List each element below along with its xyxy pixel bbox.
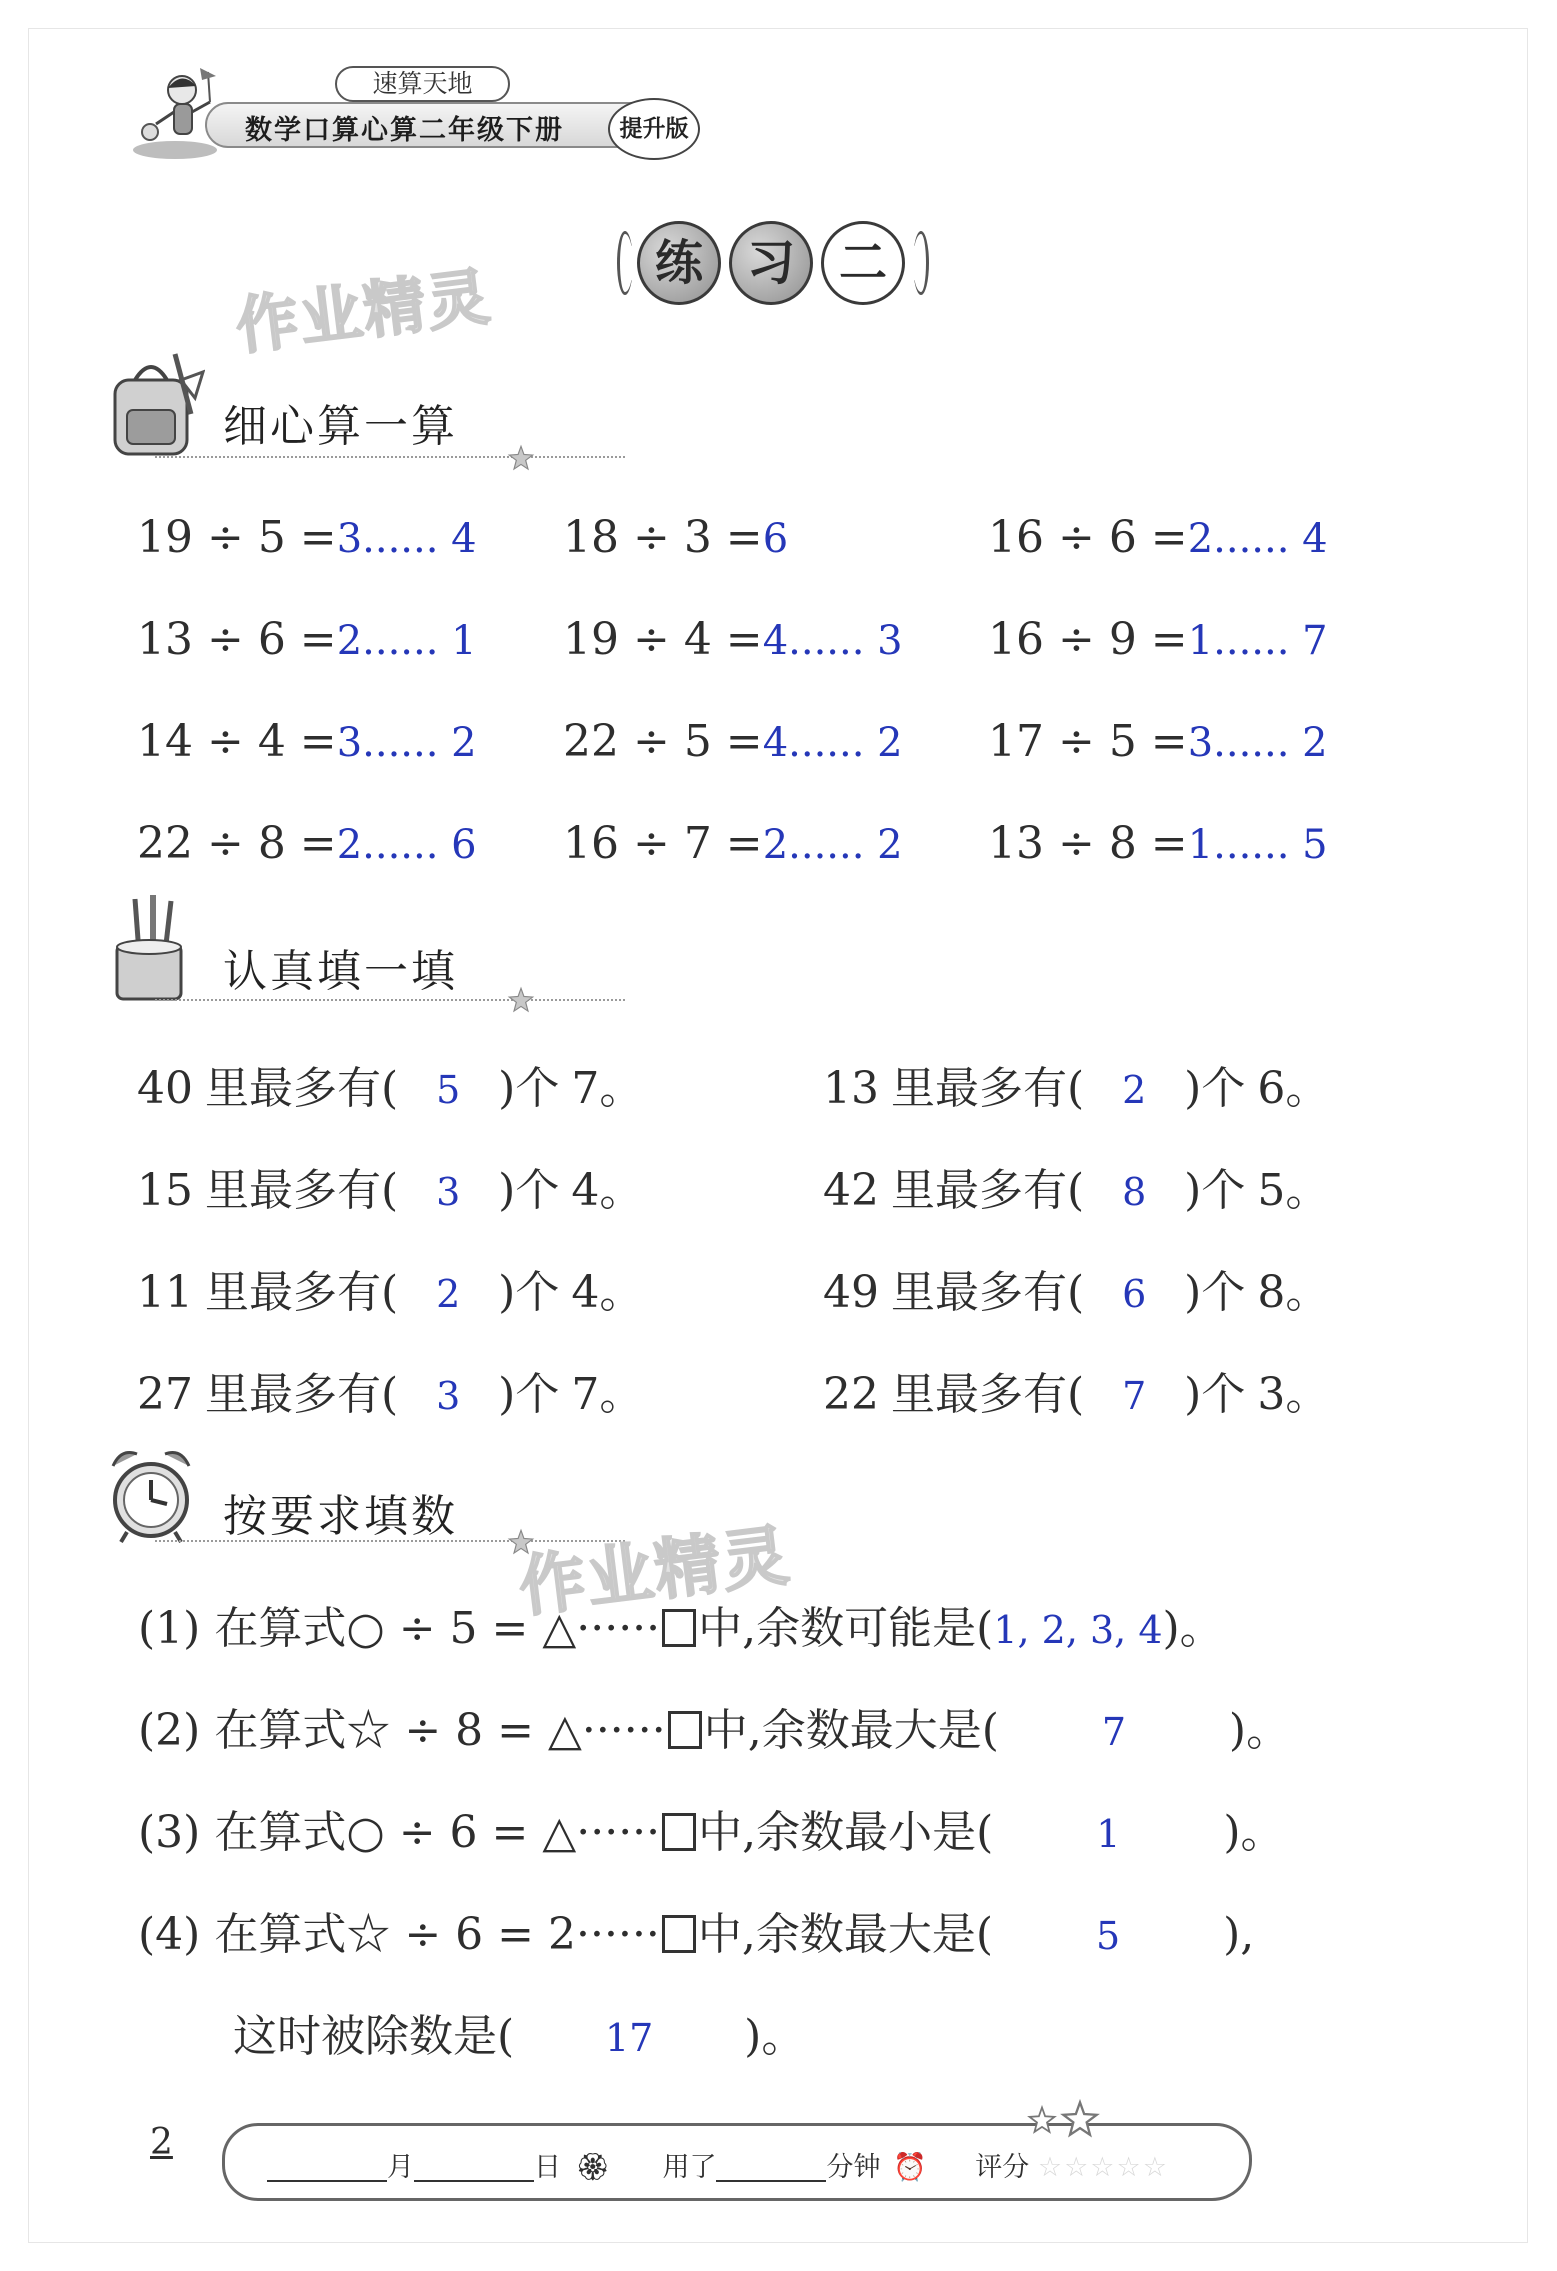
calc-question: 18 ÷ 3 = xyxy=(563,512,763,563)
req-answer: 1 xyxy=(1096,1812,1121,1856)
req-item-4 xyxy=(138,1898,1254,1962)
watermark: 作业精灵 xyxy=(232,259,496,364)
watermark: 作业精灵 xyxy=(515,1516,795,1627)
fill-problem xyxy=(823,1358,1329,1422)
req-item-num: (1) xyxy=(138,1603,201,1654)
calc-problem xyxy=(137,818,477,869)
fill-mid-text: 里最多有( xyxy=(891,1369,1085,1420)
calc-answer: 3...... 2 xyxy=(336,720,477,766)
fill-period: 。 xyxy=(1285,1369,1330,1420)
calc-question: 22 ÷ 5 = xyxy=(563,716,763,767)
calc-problem xyxy=(137,512,477,563)
minutes-field[interactable] xyxy=(716,2154,826,2182)
fill-number: 13 xyxy=(823,1063,879,1114)
fill-mid-text: 里最多有( xyxy=(891,1165,1085,1216)
req-item-close: )。 xyxy=(1228,1705,1291,1756)
fill-mid-text: 里最多有( xyxy=(891,1063,1085,1114)
calc-problem xyxy=(137,614,477,665)
fill-problem xyxy=(137,1256,643,1320)
fill-mid-text: 里最多有( xyxy=(205,1165,399,1216)
fill-number: 11 xyxy=(137,1267,193,1318)
fill-mid-text: 里最多有( xyxy=(205,1063,399,1114)
calc-question: 16 ÷ 9 = xyxy=(988,614,1188,665)
fill-end-text: )个 xyxy=(1184,1165,1246,1216)
calc-answer: 4...... 2 xyxy=(762,720,903,766)
fill-end-text: )个 xyxy=(1184,1267,1246,1318)
score-label: 评分 xyxy=(975,2152,1030,2183)
calc-question: 22 ÷ 8 = xyxy=(137,818,337,869)
fill-number: 42 xyxy=(823,1165,879,1216)
backpack-icon xyxy=(105,350,205,460)
title-char-2: 习 xyxy=(729,221,813,305)
req-item-pre: 在算式○ ÷ 6 = △······ xyxy=(214,1807,661,1858)
calc-question: 14 ÷ 4 = xyxy=(137,716,337,767)
req-answer: 5 xyxy=(1095,1914,1121,1958)
req-followup-close: )。 xyxy=(744,2011,806,2062)
fill-divisor: 4 xyxy=(571,1267,600,1318)
day-field[interactable] xyxy=(414,2154,534,2182)
title-char-3: 二 xyxy=(821,221,905,305)
fill-period: 。 xyxy=(599,1165,644,1216)
day-label: 日 xyxy=(534,2152,561,2183)
fill-period: 。 xyxy=(599,1369,644,1420)
score-stars[interactable]: ☆☆☆☆☆ xyxy=(1037,2152,1169,2183)
fill-answer: 2 xyxy=(1122,1068,1147,1112)
calc-problem xyxy=(988,716,1328,767)
fill-answer: 6 xyxy=(1122,1272,1147,1316)
req-item-1 xyxy=(138,1592,1224,1656)
section-fill-underline xyxy=(155,999,625,1001)
fill-problem xyxy=(823,1154,1329,1218)
alarm-clock-icon xyxy=(105,1440,205,1550)
calc-answer: 3...... 2 xyxy=(1187,720,1328,766)
calc-question: 16 ÷ 6 = xyxy=(988,512,1188,563)
calc-question: 19 ÷ 5 = xyxy=(137,512,337,563)
calc-problem xyxy=(988,818,1328,869)
series-tag: 速算天地 xyxy=(335,66,510,102)
req-answer: 17 xyxy=(604,2016,654,2060)
req-item-post: 中,余数最大是( xyxy=(703,1705,999,1756)
pencil-cup-icon xyxy=(105,895,205,1005)
fill-divisor: 7 xyxy=(571,1063,600,1114)
calc-problem xyxy=(563,716,903,767)
fill-mid-text: 里最多有( xyxy=(891,1267,1085,1318)
time-used-label: 用了 xyxy=(662,2152,717,2183)
req-answer: 7 xyxy=(1101,1710,1127,1754)
square-box-icon xyxy=(662,1915,696,1953)
fill-answer: 7 xyxy=(1122,1374,1147,1418)
star-icon xyxy=(507,444,535,472)
section-fill-head xyxy=(105,895,545,1015)
fill-answer: 3 xyxy=(436,1374,461,1418)
calc-answer: 2...... 6 xyxy=(336,822,477,868)
alarm-clock-icon: ⏰ xyxy=(893,2152,927,2183)
minutes-label: 分钟 xyxy=(826,2152,881,2183)
header-banner xyxy=(130,62,710,162)
fill-number: 40 xyxy=(137,1063,193,1114)
fill-problem xyxy=(137,1154,643,1218)
fill-period: 。 xyxy=(599,1063,644,1114)
square-box-icon xyxy=(662,1813,696,1851)
fill-answer: 8 xyxy=(1122,1170,1147,1214)
fill-number: 27 xyxy=(137,1369,193,1420)
lesson-title xyxy=(615,215,945,315)
fill-divisor: 8 xyxy=(1257,1267,1286,1318)
fill-period: 。 xyxy=(599,1267,644,1318)
fill-answer: 5 xyxy=(436,1068,461,1112)
calc-problem xyxy=(563,512,788,563)
book-title: 数学口算心算二年级下册 xyxy=(245,115,564,146)
footer-bar xyxy=(222,2105,1252,2205)
fill-number: 49 xyxy=(823,1267,879,1318)
fill-problem xyxy=(823,1256,1329,1320)
fill-number: 22 xyxy=(823,1369,879,1420)
star-icon xyxy=(1060,2099,1100,2139)
req-item-2 xyxy=(138,1694,1290,1758)
section-calc-head xyxy=(105,350,545,470)
fill-mid-text: 里最多有( xyxy=(205,1267,399,1318)
section-calc-underline xyxy=(155,456,625,458)
fill-divisor: 6 xyxy=(1257,1063,1286,1114)
req-item-pre: 在算式☆ ÷ 8 = △······ xyxy=(214,1705,666,1756)
req-answer: 1, 2, 3, 4 xyxy=(993,1608,1163,1652)
fill-problem xyxy=(137,1358,643,1422)
square-box-icon xyxy=(668,1711,702,1749)
calc-problem xyxy=(563,614,903,665)
fill-end-text: )个 xyxy=(498,1165,560,1216)
calc-problem xyxy=(988,512,1328,563)
req-item-num: (4) xyxy=(138,1909,201,1960)
fill-answer: 3 xyxy=(436,1170,461,1214)
fill-problem xyxy=(137,1052,643,1116)
req-followup xyxy=(233,2000,805,2064)
calc-answer: 2...... 2 xyxy=(762,822,903,868)
calc-question: 13 ÷ 8 = xyxy=(988,818,1188,869)
title-char-1: 练 xyxy=(637,221,721,305)
fill-end-text: )个 xyxy=(498,1267,560,1318)
calc-answer: 2...... 1 xyxy=(336,618,477,664)
fill-end-text: )个 xyxy=(498,1369,560,1420)
req-item-num: (3) xyxy=(138,1807,201,1858)
calc-answer: 1...... 7 xyxy=(1187,618,1328,664)
calc-question: 19 ÷ 4 = xyxy=(563,614,763,665)
fill-end-text: )个 xyxy=(1184,1063,1246,1114)
title-deco-right xyxy=(913,231,929,295)
req-item-post: 中,余数可能是( xyxy=(698,1603,994,1654)
fill-period: 。 xyxy=(1285,1165,1330,1216)
calc-problem xyxy=(137,716,477,767)
calc-question: 17 ÷ 5 = xyxy=(988,716,1188,767)
fill-number: 15 xyxy=(137,1165,193,1216)
fill-divisor: 5 xyxy=(1257,1165,1286,1216)
page-number: 2 xyxy=(150,2122,173,2163)
req-item-post: 中,余数最小是( xyxy=(698,1807,994,1858)
req-item-close: ), xyxy=(1223,1909,1255,1960)
req-item-close: )。 xyxy=(1223,1807,1285,1858)
fill-answer: 2 xyxy=(436,1272,461,1316)
req-item-pre: 在算式○ ÷ 5 = △······ xyxy=(214,1603,661,1654)
calc-answer: 3...... 4 xyxy=(336,516,477,562)
fill-problem xyxy=(823,1052,1329,1116)
req-item-pre: 在算式☆ ÷ 6 = 2······ xyxy=(214,1909,660,1960)
square-box-icon xyxy=(662,1609,696,1647)
footer-fields xyxy=(267,2145,1169,2184)
fill-period: 。 xyxy=(1285,1267,1330,1318)
section-req-label: 按要求填数 xyxy=(223,1491,458,1542)
section-fill-label: 认真填一填 xyxy=(223,946,458,997)
title-deco-left xyxy=(617,231,633,295)
req-item-close: )。 xyxy=(1162,1603,1224,1654)
req-item-num: (2) xyxy=(138,1705,201,1756)
calc-problem xyxy=(563,818,903,869)
fill-divisor: 4 xyxy=(571,1165,600,1216)
fill-end-text: )个 xyxy=(498,1063,560,1114)
calc-question: 13 ÷ 6 = xyxy=(137,614,337,665)
fill-end-text: )个 xyxy=(1184,1369,1246,1420)
req-item-post: 中,余数最大是( xyxy=(697,1909,994,1960)
fill-mid-text: 里最多有( xyxy=(205,1369,399,1420)
calc-answer: 1...... 5 xyxy=(1187,822,1328,868)
fill-divisor: 7 xyxy=(571,1369,600,1420)
fill-period: 。 xyxy=(1285,1063,1330,1114)
req-item-3 xyxy=(138,1796,1284,1860)
calc-answer: 6 xyxy=(762,516,789,562)
calc-problem xyxy=(988,614,1328,665)
section-calc-label: 细心算一算 xyxy=(223,401,458,452)
medal-icon: 🏵 xyxy=(575,2152,610,2183)
req-followup-pre: 这时被除数是( xyxy=(233,2011,515,2062)
star-icon xyxy=(1027,2105,1057,2135)
calc-question: 16 ÷ 7 = xyxy=(563,818,763,869)
edition-badge: 提升版 xyxy=(608,98,700,160)
section-req-head xyxy=(105,1440,545,1560)
fill-divisor: 3 xyxy=(1257,1369,1286,1420)
month-field[interactable] xyxy=(267,2154,387,2182)
calc-answer: 4...... 3 xyxy=(762,618,903,664)
star-icon xyxy=(507,986,535,1014)
month-label: 月 xyxy=(387,2152,414,2183)
calc-answer: 2...... 4 xyxy=(1187,516,1328,562)
